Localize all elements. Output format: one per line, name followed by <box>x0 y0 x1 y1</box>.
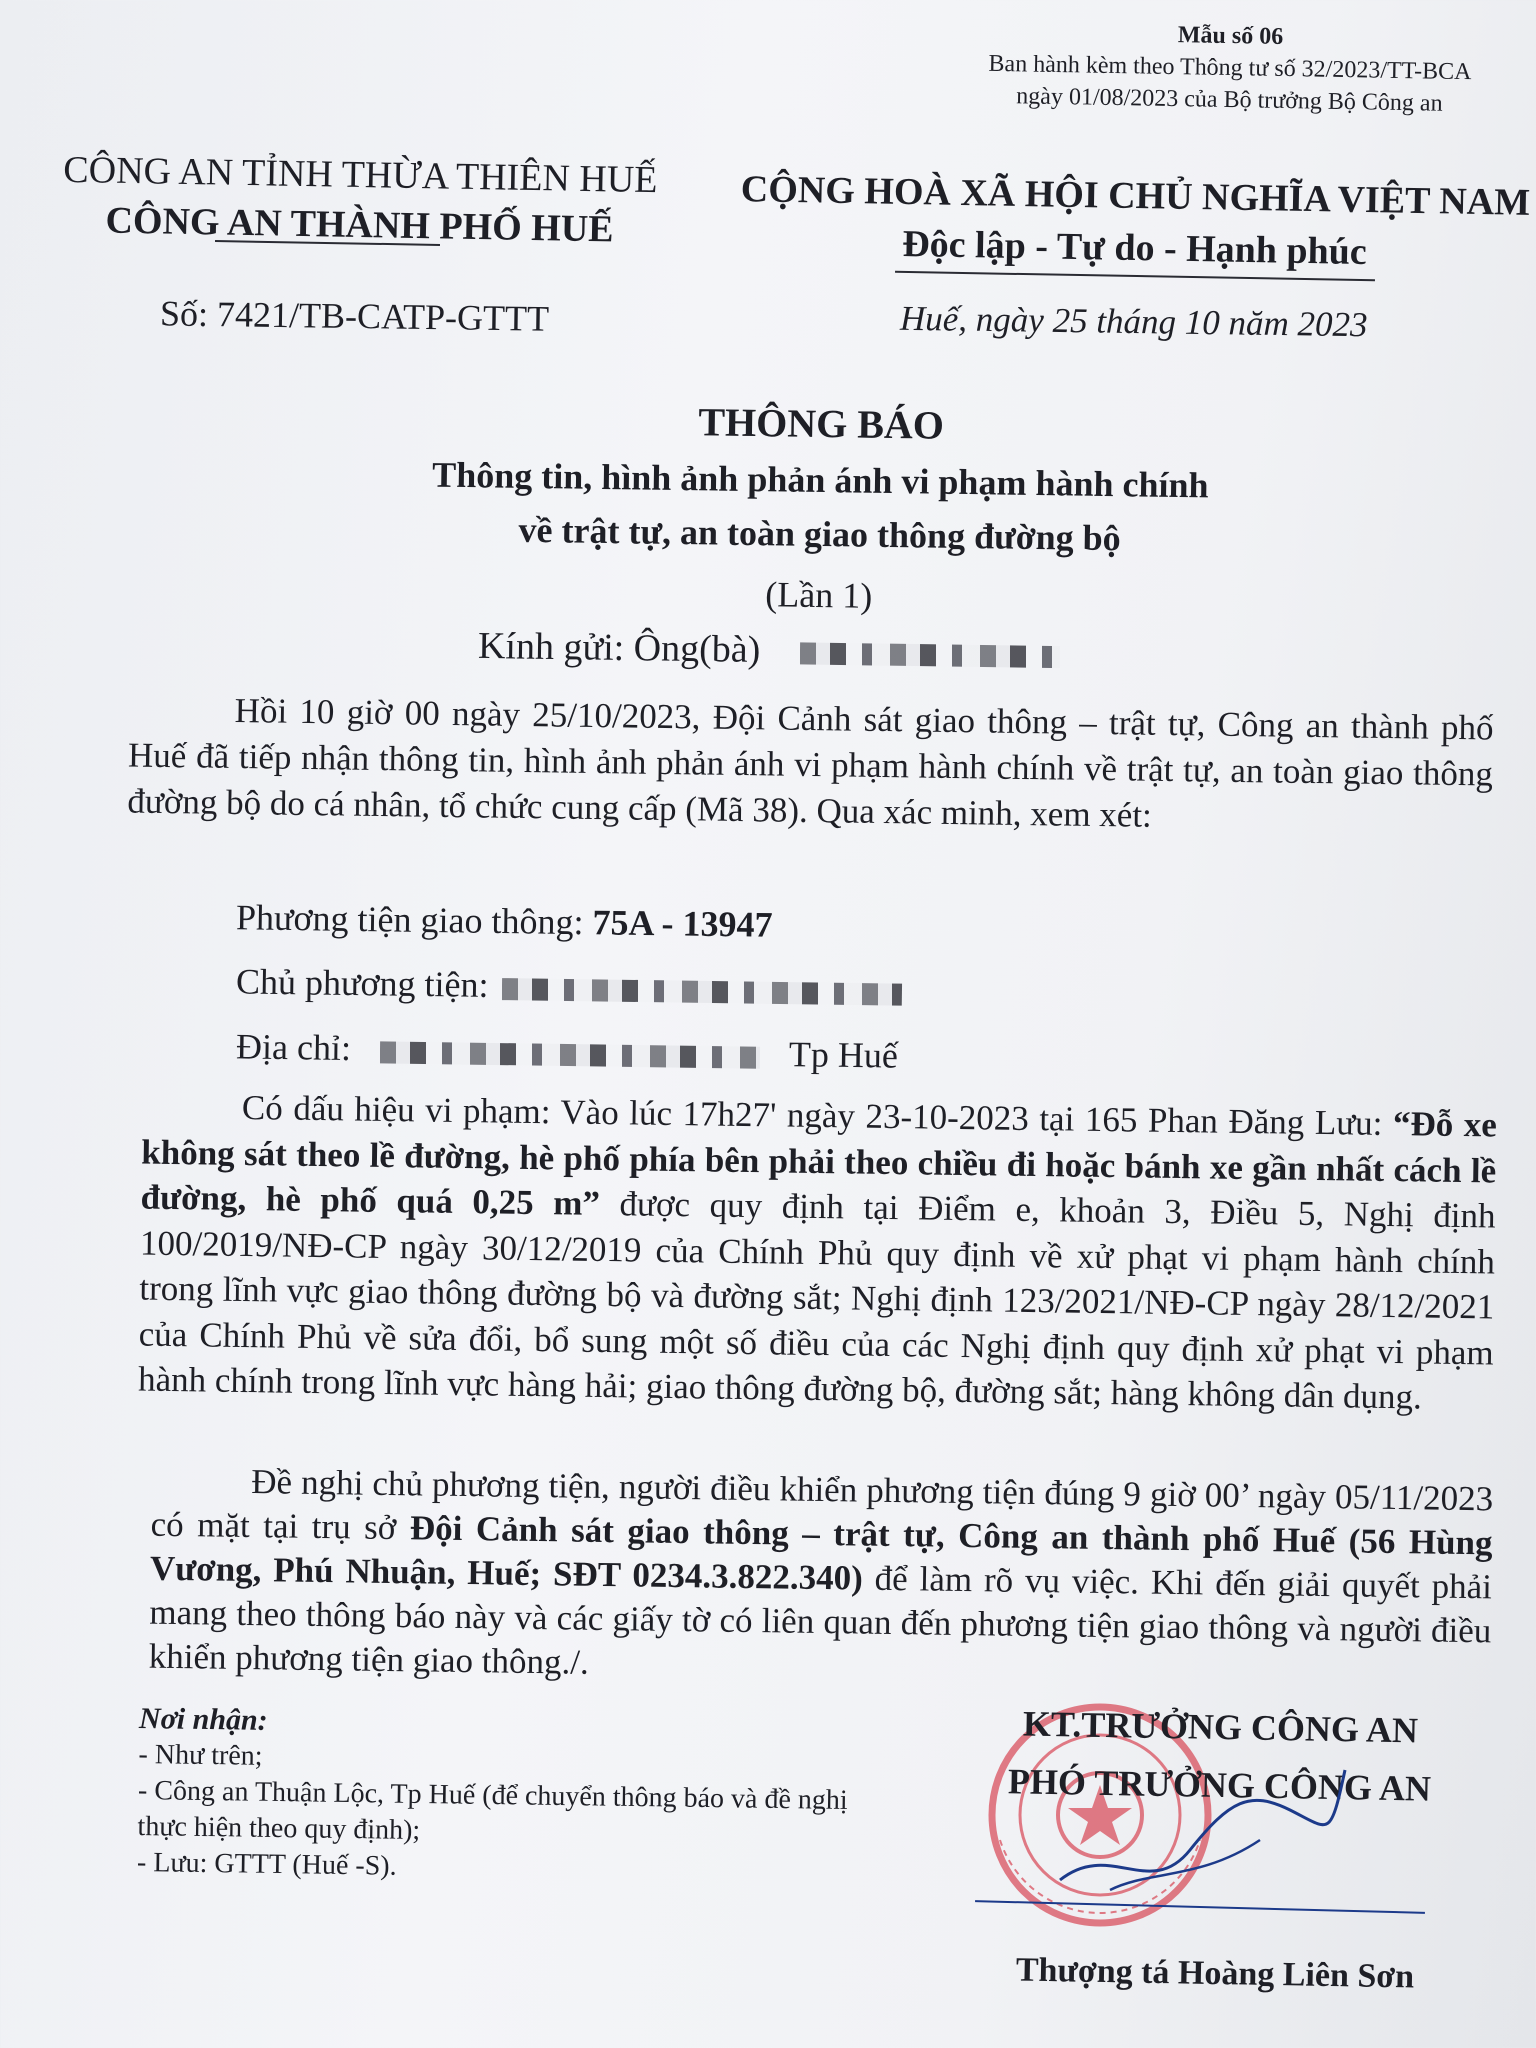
title-sub-1: Thông tin, hình ảnh phản ánh vi phạm hành chính <box>431 454 1209 506</box>
request-place: Đội Cảnh sát giao thông – trật tự, Công an thành phố Huế (56 Hùng Vương, Phú Nhuận, Huế; SĐT 0234.3.822.340) <box>149 1508 1493 1598</box>
agency-header <box>39 144 681 255</box>
redacted-address <box>380 1041 760 1068</box>
document-title <box>78 385 1536 634</box>
owner-label: Chủ phương tiện: <box>235 961 489 1005</box>
vehicle-field <box>236 896 773 945</box>
redacted-owner-name <box>501 978 901 1006</box>
form-number: Mẫu số 06 <box>1177 22 1284 50</box>
recipient-item: - Công an Thuận Lộc, Tp Huế (để chuyển thông báo và đề nghị thực hiện theo quy định); <box>137 1775 848 1846</box>
document-date: Huế, ngày 25 tháng 10 năm 2023 <box>899 298 1368 345</box>
violation-description: “Đỗ xe không sát theo lề đường, hè phố phía bên phải theo chiều đi hoặc bánh xe gần nhất cách lề đường, hè phố quá 0,25 m” <box>140 1104 1498 1223</box>
signature-title-1: KT.TRƯỞNG CÔNG AN <box>1022 1703 1419 1751</box>
address-label: Địa chỉ: <box>235 1026 352 1068</box>
agency-parent: CÔNG AN TỈNH THỪA THIÊN HUẾ <box>63 148 658 202</box>
paragraph-violation <box>138 1084 1497 1421</box>
signer-name: Thượng tá Hoàng Liên Sơn <box>1015 1951 1415 1996</box>
greeting-label: Kính gửi: Ông(bà) <box>477 624 761 671</box>
greeting <box>478 624 1060 676</box>
title-main: THÔNG BÁO <box>698 399 945 448</box>
signature-title-2: PHÓ TRƯỞNG CÔNG AN <box>1007 1761 1432 1809</box>
form-issued-line-2: ngày 01/08/2023 của Bộ trưởng Bộ Công an <box>1016 83 1443 117</box>
request-intro: Đề nghị chủ phương tiện, người điều khiển phương tiện đúng 9 giờ 00’ ngày 05/11/2023 có mặt tại trụ sở <box>150 1462 1494 1548</box>
address-field <box>236 1025 898 1076</box>
redacted-recipient-name <box>800 643 1060 669</box>
vehicle-label: Phương tiện giao thông: <box>235 897 584 943</box>
nation-motto: Độc lập - Tự do - Hạnh phúc <box>901 222 1368 274</box>
nation-name: CỘNG HOÀ XÃ HỘI CHỦ NGHĨA VIỆT NAM <box>740 168 1531 224</box>
violation-intro: Có dấu hiệu vi phạm: Vào lúc 17h27' ngày 23-10-2023 tại 165 Phan Đăng Lưu: <box>241 1087 1394 1144</box>
owner-field <box>236 960 902 1011</box>
title-sub-3: (Lần 1) <box>765 574 873 616</box>
agency-name: CÔNG AN THÀNH PHỐ HUẾ <box>105 199 614 251</box>
vehicle-plate: 75A - 13947 <box>592 902 773 945</box>
paragraph-request <box>149 1459 1494 1698</box>
title-sub-2: về trật tự, an toàn giao thông đường bộ <box>518 509 1121 559</box>
form-reference <box>929 15 1531 121</box>
recipient-item: - Như trên; <box>138 1739 263 1772</box>
recipient-item: - Lưu: GTTT (Huế -S). <box>136 1847 397 1882</box>
request-instructions: để làm rõ vụ việc. Khi đến giải quyết phải mang theo thông báo này và các giấy tờ có liên quan đến phương tiện giao thông và người điều khiển phương tiện giao thông./. <box>148 1558 1493 1682</box>
recipients-heading: Nơi nhận: <box>138 1702 268 1737</box>
violation-legal-basis: được quy định tại Điểm e, khoản 3, Điều 5, Nghị định 100/2019/NĐ-CP ngày 30/12/2019 của Chính Phủ quy định về xử phạt vi phạm hành chính trong lĩnh vực giao thông đường bộ và đường sắt; Nghị định 123/2021/NĐ-CP ngày 28/12/2021 của Chính Phủ về sửa đổi, bổ sung một số điều của các Nghị định quy định xử phạt vi phạm hành chính trong lĩnh vực hàng hải; giao thông đường bộ, đường sắt; hàng không dân dụng. <box>137 1183 1496 1417</box>
address-city: Tp Huế <box>788 1034 899 1076</box>
paragraph-intro: Hồi 10 giờ 00 ngày 25/10/2023, Đội Cảnh sát giao thông – trật tự, Công an thành phố Huế đã tiếp nhận thông tin, hình ảnh phản ánh vi phạm hành chính về trật tự, an toàn giao thông đường bộ do cá nhân, tổ chức cung cấp (Mã 38). Qua xác minh, xem xét: <box>127 690 1494 835</box>
form-issued-line-1: Ban hành kèm theo Thông tư số 32/2023/TT-BCA <box>988 50 1472 86</box>
document-number: Số: 7421/TB-CATP-GTTT <box>159 293 550 339</box>
handwritten-signature <box>1050 1730 1350 1930</box>
recipients-block <box>137 1701 849 1891</box>
nation-header <box>739 163 1531 281</box>
